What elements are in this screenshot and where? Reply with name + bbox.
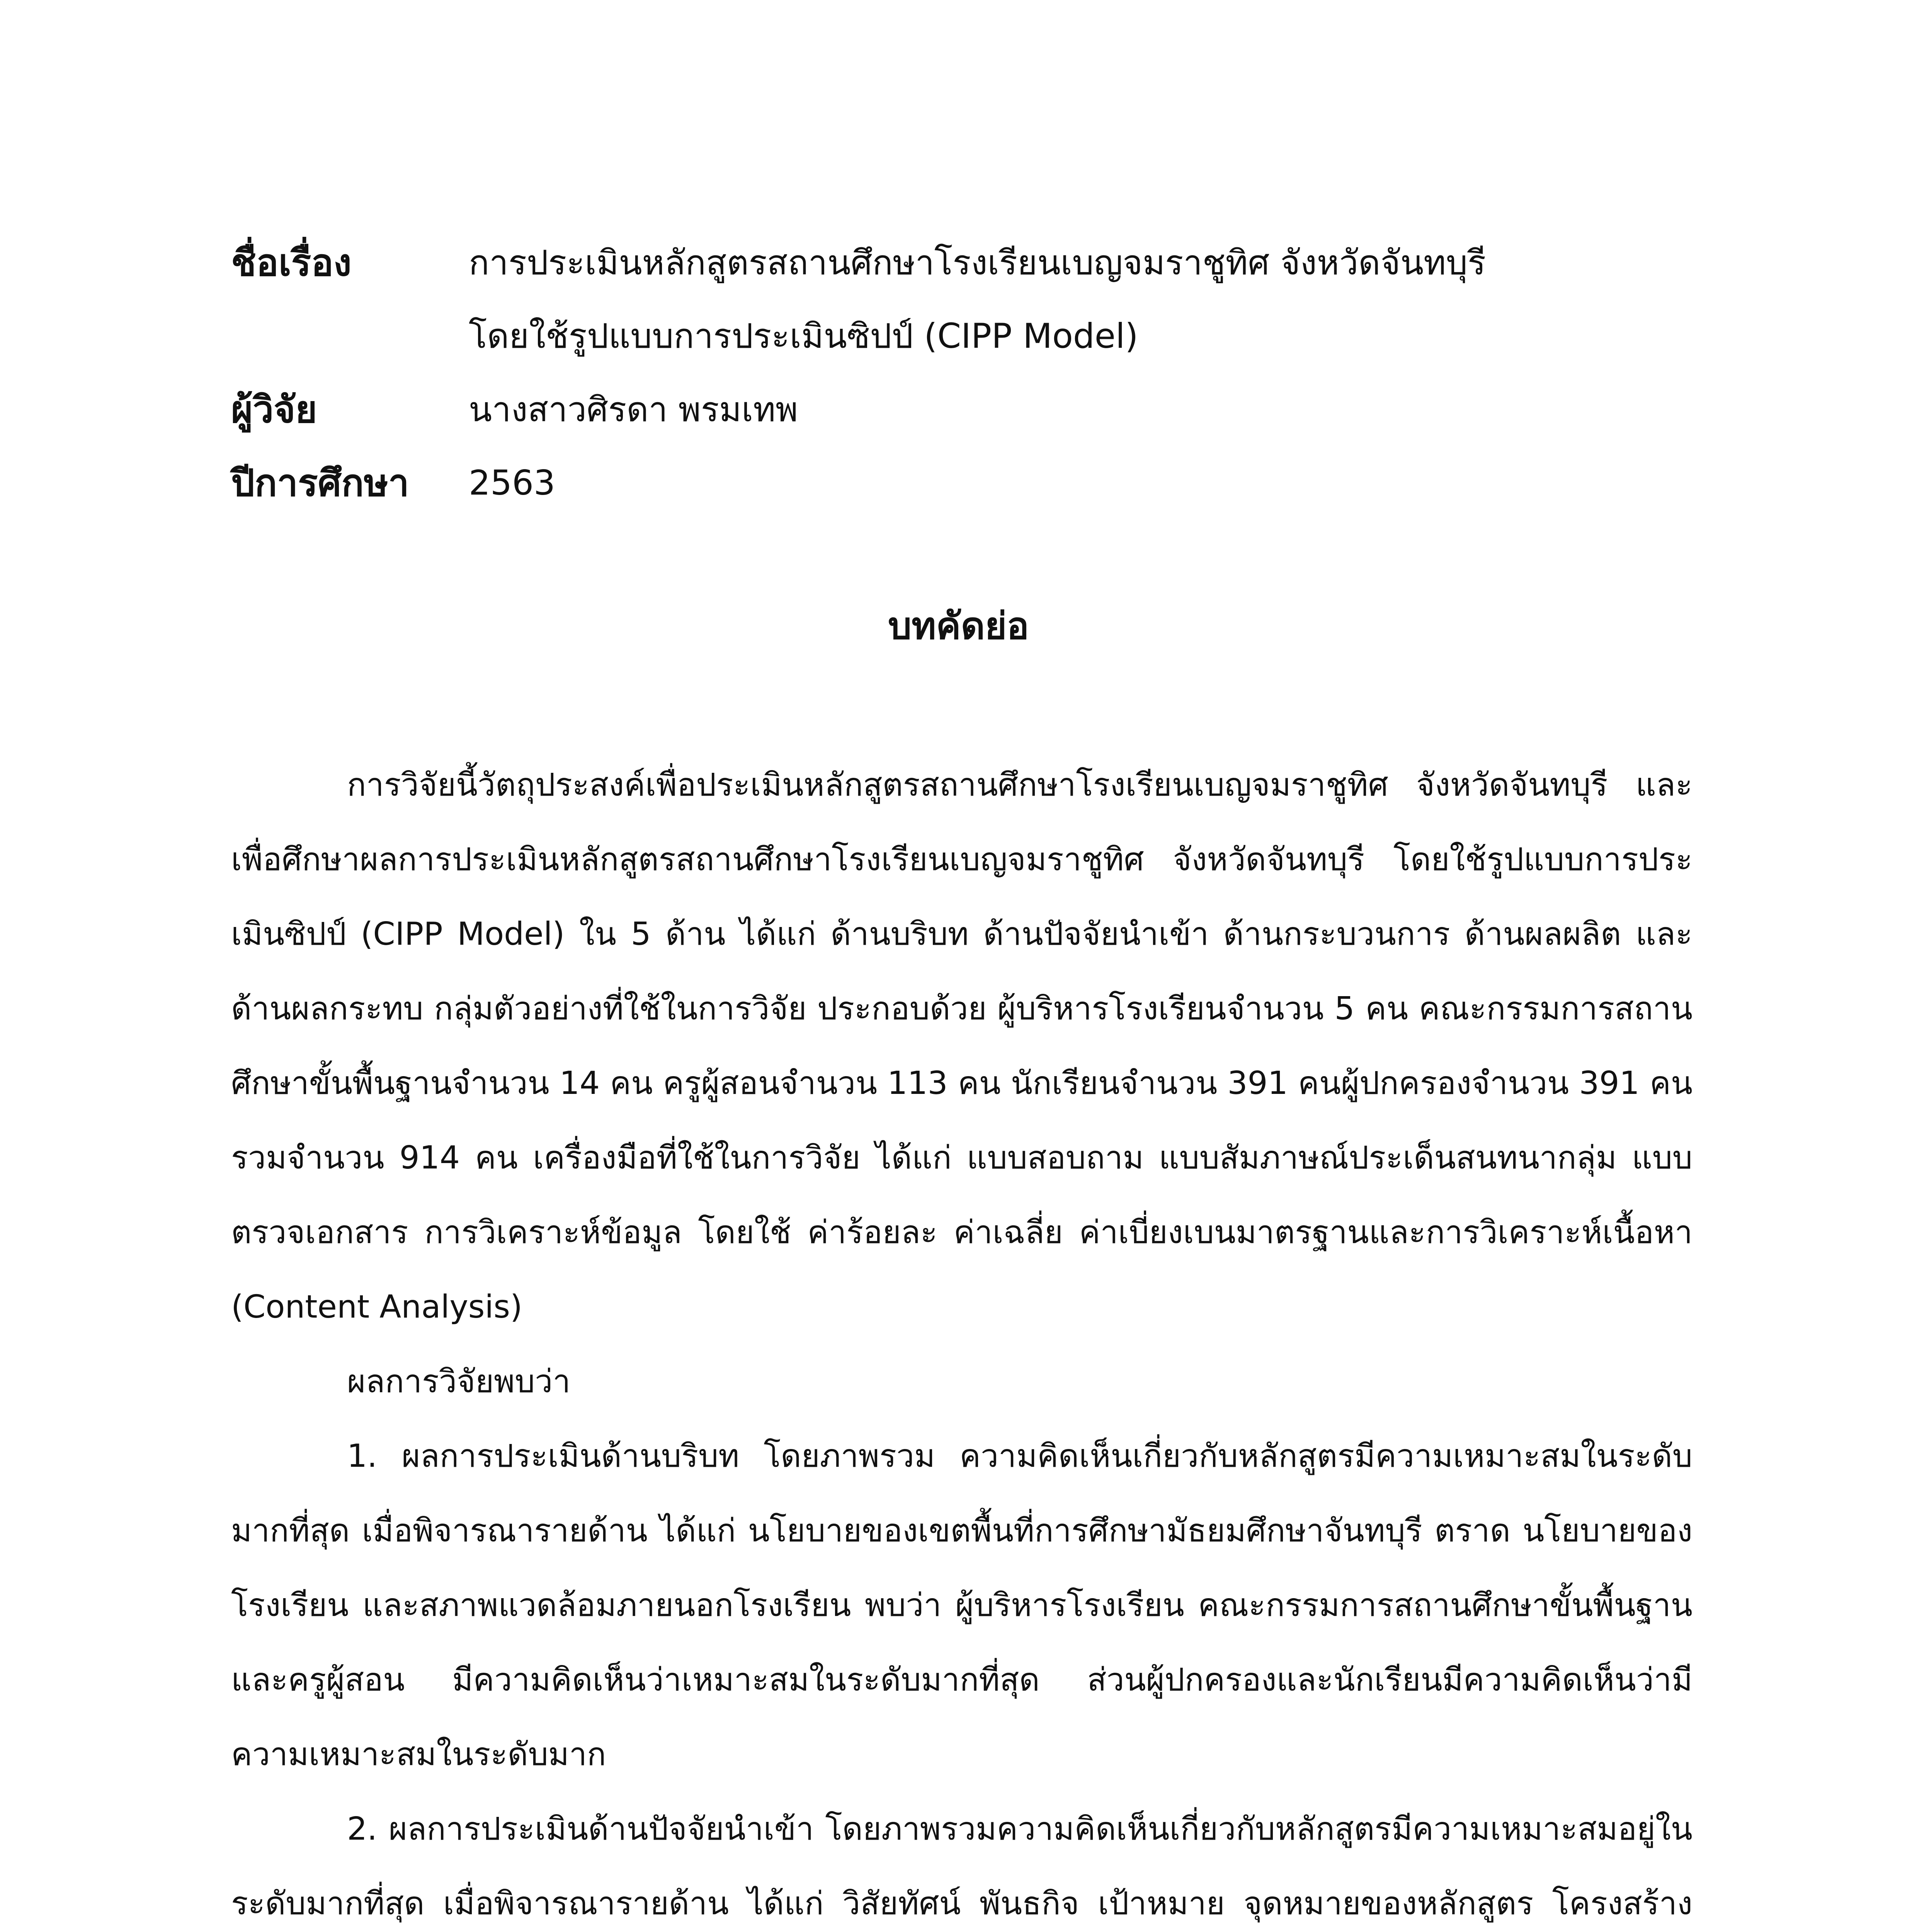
title-row xyxy=(231,226,1692,373)
result-paragraph-2: 2. ผลการประเมินด้านปัจจัยนำเข้า โดยภาพรวมความคิดเห็นเกี่ยวกับหลักสูตรมีความเหมาะสมอยู่ในระดับมากที่สุด เมื่อพิจารณารายด้าน ได้แก่ วิสัยทัศน์ พันธกิจ เป้าหมาย จุดหมายของหลักสูตร โครงสร้าง xyxy=(231,1811,1692,1922)
researcher-value: นางสาวศิรดา พรมเทพ xyxy=(469,389,798,429)
document-metadata xyxy=(231,226,1692,520)
result-paragraph-1: 1. ผลการประเมินด้านบริบท โดยภาพรวม ความคิดเห็นเกี่ยวกับหลักสูตรมีความเหมาะสมในระดับมากที่สุด เมื่อพิจารณารายด้าน ได้แก่ นโยบายของเขตพื้นที่การศึกษามัธยมศึกษาจันทบุรี ตราด นโยบายของโรงเรียน และสภาพแวดล้อมภายนอกโรงเรียน พบว่า ผู้บริหารโรงเรียน คณะกรรมการสถานศึกษาขั้นพื้นฐานและครูผู้สอน มีความคิดเห็นว่าเหมาะสมในระดับมากที่สุด ส่วนผู้ปกครองและนักเรียนมีความคิดเห็นว่ามีความเหมาะสมในระดับมาก xyxy=(231,1438,1692,1773)
title-label: ชื่อเรื่อง xyxy=(231,241,352,284)
abstract-intro-paragraph: การวิจัยนี้วัตถุประสงค์เพื่อประเมินหลักสูตรสถานศึกษาโรงเรียนเบญจมราชูทิศ จังหวัดจันทบุรี และเพื่อศึกษาผลการประเมินหลักสูตรสถานศึกษาโรงเรียนเบญจมราชูทิศ จังหวัดจันทบุรี โดยใช้รูปแบบการประเมินซิปป์ (CIPP Model) ใน 5 ด้าน ได้แก่ ด้านบริบท ด้านปัจจัยนำเข้า ด้านกระบวนการ ด้านผลผลิต และด้านผลกระทบ กลุ่มตัวอย่างที่ใช้ในการวิจัย ประกอบด้วย ผู้บริหารโรงเรียนจำนวน 5 คน คณะกรรมการสถานศึกษาขั้นพื้นฐานจำนวน 14 คน ครูผู้สอนจำนวน 113 คน นักเรียนจำนวน 391 คนผู้ปกครองจำนวน 391 คน รวมจำนวน 914 คน เครื่องมือที่ใช้ในการวิจัย ได้แก่ แบบสอบถาม แบบสัมภาษณ์ประเด็นสนทนากลุ่ม แบบตรวจเอกสาร การวิเคราะห์ข้อมูล โดยใช้ ค่าร้อยละ ค่าเฉลี่ย ค่าเบี่ยงเบนมาตรฐานและการวิเคราะห์เนื้อหา (Content Analysis) xyxy=(231,767,1692,1325)
year-label: ปีการศึกษา xyxy=(231,461,409,505)
title-line-1: การประเมินหลักสูตรสถานศึกษาโรงเรียนเบญจมราชูทิศ จังหวัดจันทบุรี xyxy=(469,243,1486,282)
year-row xyxy=(231,446,1692,520)
year-value: 2563 xyxy=(469,463,555,503)
title-line-2: โดยใช้รูปแบบการประเมินซิปป์ (CIPP Model) xyxy=(469,316,1138,356)
abstract-body xyxy=(231,748,1692,1932)
title-value xyxy=(469,226,1692,373)
abstract-heading: บทคัดย่อ xyxy=(888,604,1029,648)
researcher-label: ผู้วิจัย xyxy=(231,388,317,431)
researcher-row xyxy=(231,373,1692,446)
results-intro: ผลการวิจัยพบว่า xyxy=(347,1363,571,1400)
